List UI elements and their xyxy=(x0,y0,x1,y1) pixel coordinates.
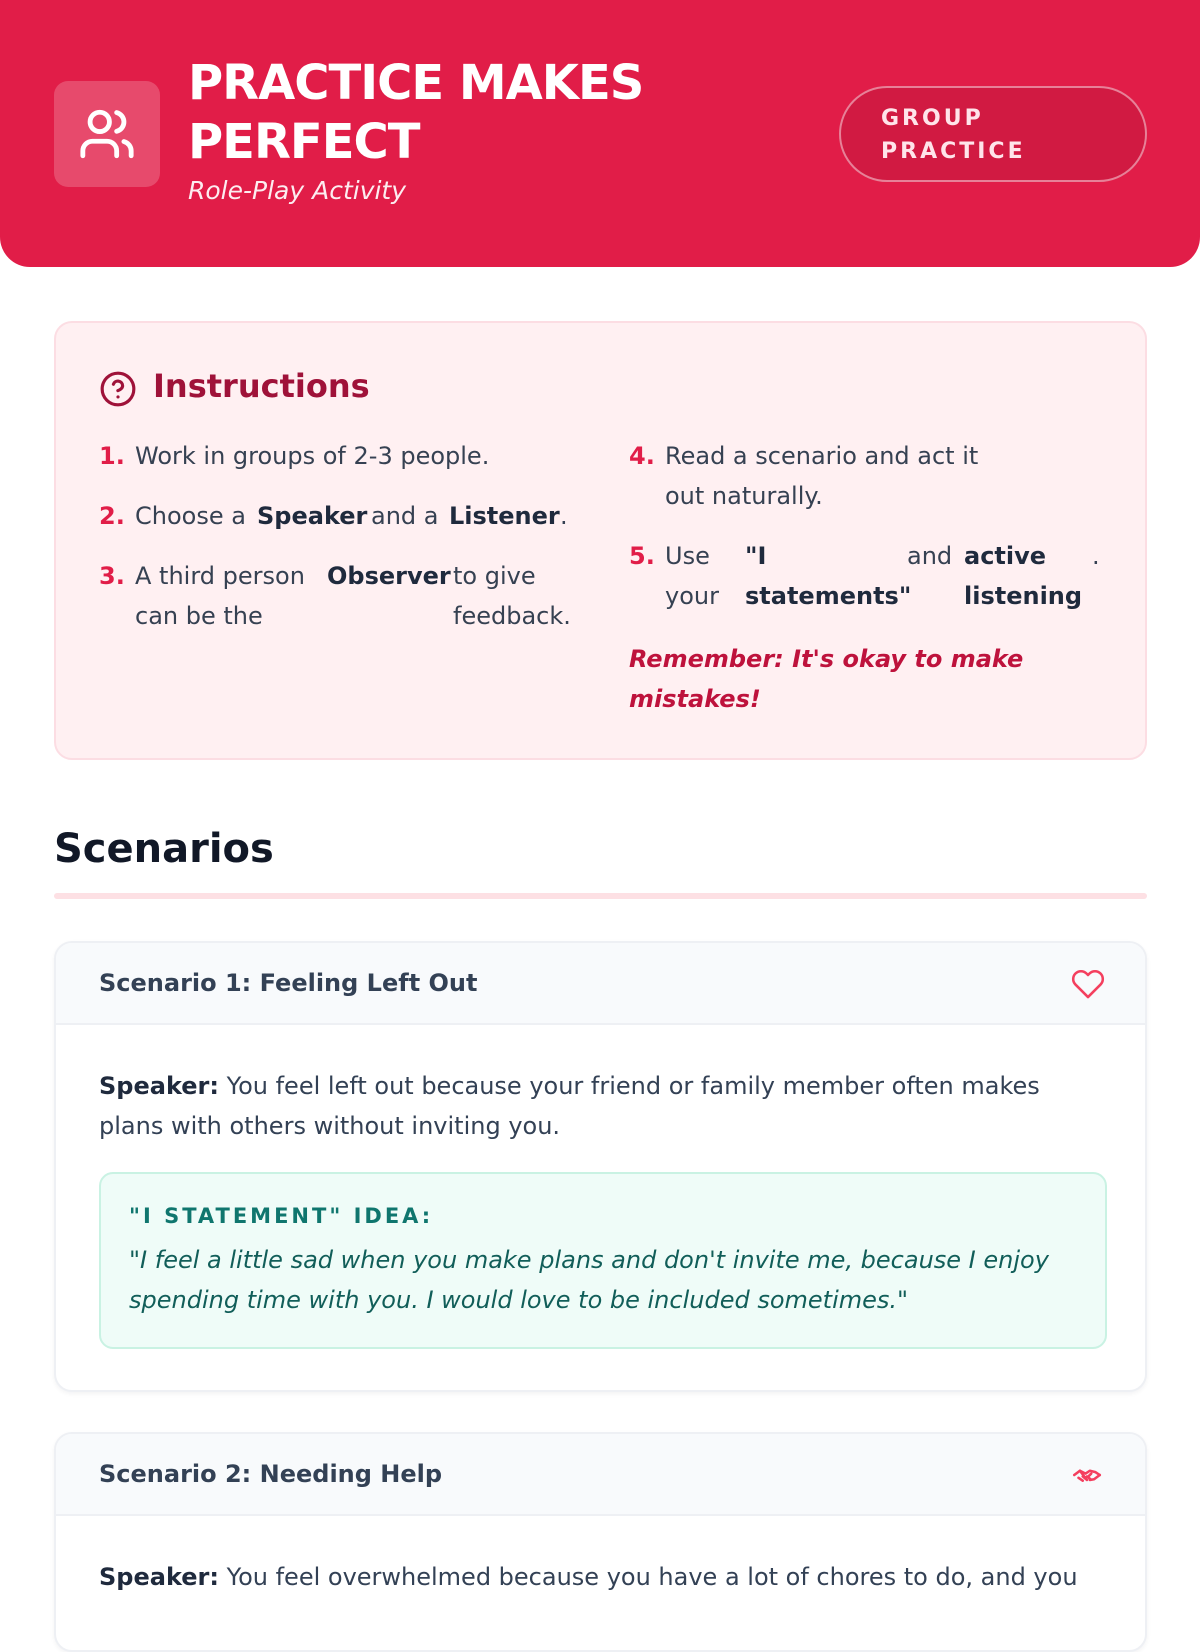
scenario-description xyxy=(99,1066,1109,1146)
step-text: A third person can be the xyxy=(135,562,305,630)
question-circle-icon xyxy=(99,370,137,408)
users-icon xyxy=(54,81,160,187)
remember-note: Remember: It's okay to make mistakes! xyxy=(629,645,1024,713)
i-statement-idea-box xyxy=(99,1172,1107,1349)
step-keyword-i-statements: "I statements" xyxy=(745,542,912,610)
heart-icon xyxy=(1071,967,1105,1001)
scenario-title: Scenario 2: Needing Help xyxy=(99,1460,443,1488)
page-subtitle: Role-Play Activity xyxy=(188,176,407,205)
step-number: 2. xyxy=(99,502,125,530)
step-text: Use your xyxy=(665,542,719,610)
step-number: 5. xyxy=(629,542,655,570)
group-practice-badge xyxy=(839,86,1147,182)
badge-label: GROUP PRACTICE xyxy=(881,106,1026,164)
step-number: 3. xyxy=(99,562,125,590)
step-text: and xyxy=(907,542,953,570)
scenario-card-2 xyxy=(54,1432,1147,1652)
step-text: Choose a xyxy=(135,502,246,530)
speaker-label: Speaker: xyxy=(99,1072,219,1100)
scenario-card-1 xyxy=(54,941,1147,1392)
step-keyword-observer: Observer xyxy=(327,562,451,590)
step-text: to give feedback. xyxy=(453,562,571,630)
step-number: 4. xyxy=(629,442,655,470)
step-keyword-active-listening: active listening xyxy=(964,542,1083,610)
speaker-text: You feel overwhelmed because you have a lot of chores to do, and you xyxy=(226,1563,1078,1591)
page-title: PRACTICE MAKES PERFECT xyxy=(188,55,644,170)
instruction-step-4 xyxy=(629,436,1029,516)
idea-label: "I STATEMENT" IDEA: xyxy=(129,1204,434,1228)
scenarios-title: Scenarios xyxy=(54,826,274,872)
handshake-icon xyxy=(1069,1458,1105,1492)
speaker-label: Speaker: xyxy=(99,1563,219,1591)
scenario-card-header xyxy=(56,943,1145,1025)
scenario-card-header xyxy=(56,1434,1145,1516)
step-text: . xyxy=(560,502,568,530)
scenario-description xyxy=(99,1557,1109,1597)
page-header xyxy=(0,0,1200,267)
step-text: Read a scenario and act it out naturally. xyxy=(665,442,979,510)
step-text: . xyxy=(1092,542,1100,570)
scenario-title: Scenario 1: Feeling Left Out xyxy=(99,969,478,997)
instruction-step-5 xyxy=(629,536,1109,616)
step-text: Work in groups of 2-3 people. xyxy=(135,442,490,470)
instruction-step-3 xyxy=(99,556,579,636)
step-keyword-speaker: Speaker xyxy=(257,502,368,530)
speaker-text: You feel left out because your friend or family member often makes plans with others without inviting you. xyxy=(99,1072,1040,1140)
step-number: 1. xyxy=(99,442,125,470)
step-keyword-listener: Listener xyxy=(449,502,560,530)
instructions-title: Instructions xyxy=(153,367,370,405)
step-text: and a xyxy=(371,502,439,530)
instructions-panel xyxy=(54,321,1147,760)
idea-quote: "I feel a little sad when you make plans and don't invite me, because I enjoy spending time with you. I would love to be included sometimes." xyxy=(129,1246,1049,1314)
section-divider xyxy=(54,893,1147,899)
